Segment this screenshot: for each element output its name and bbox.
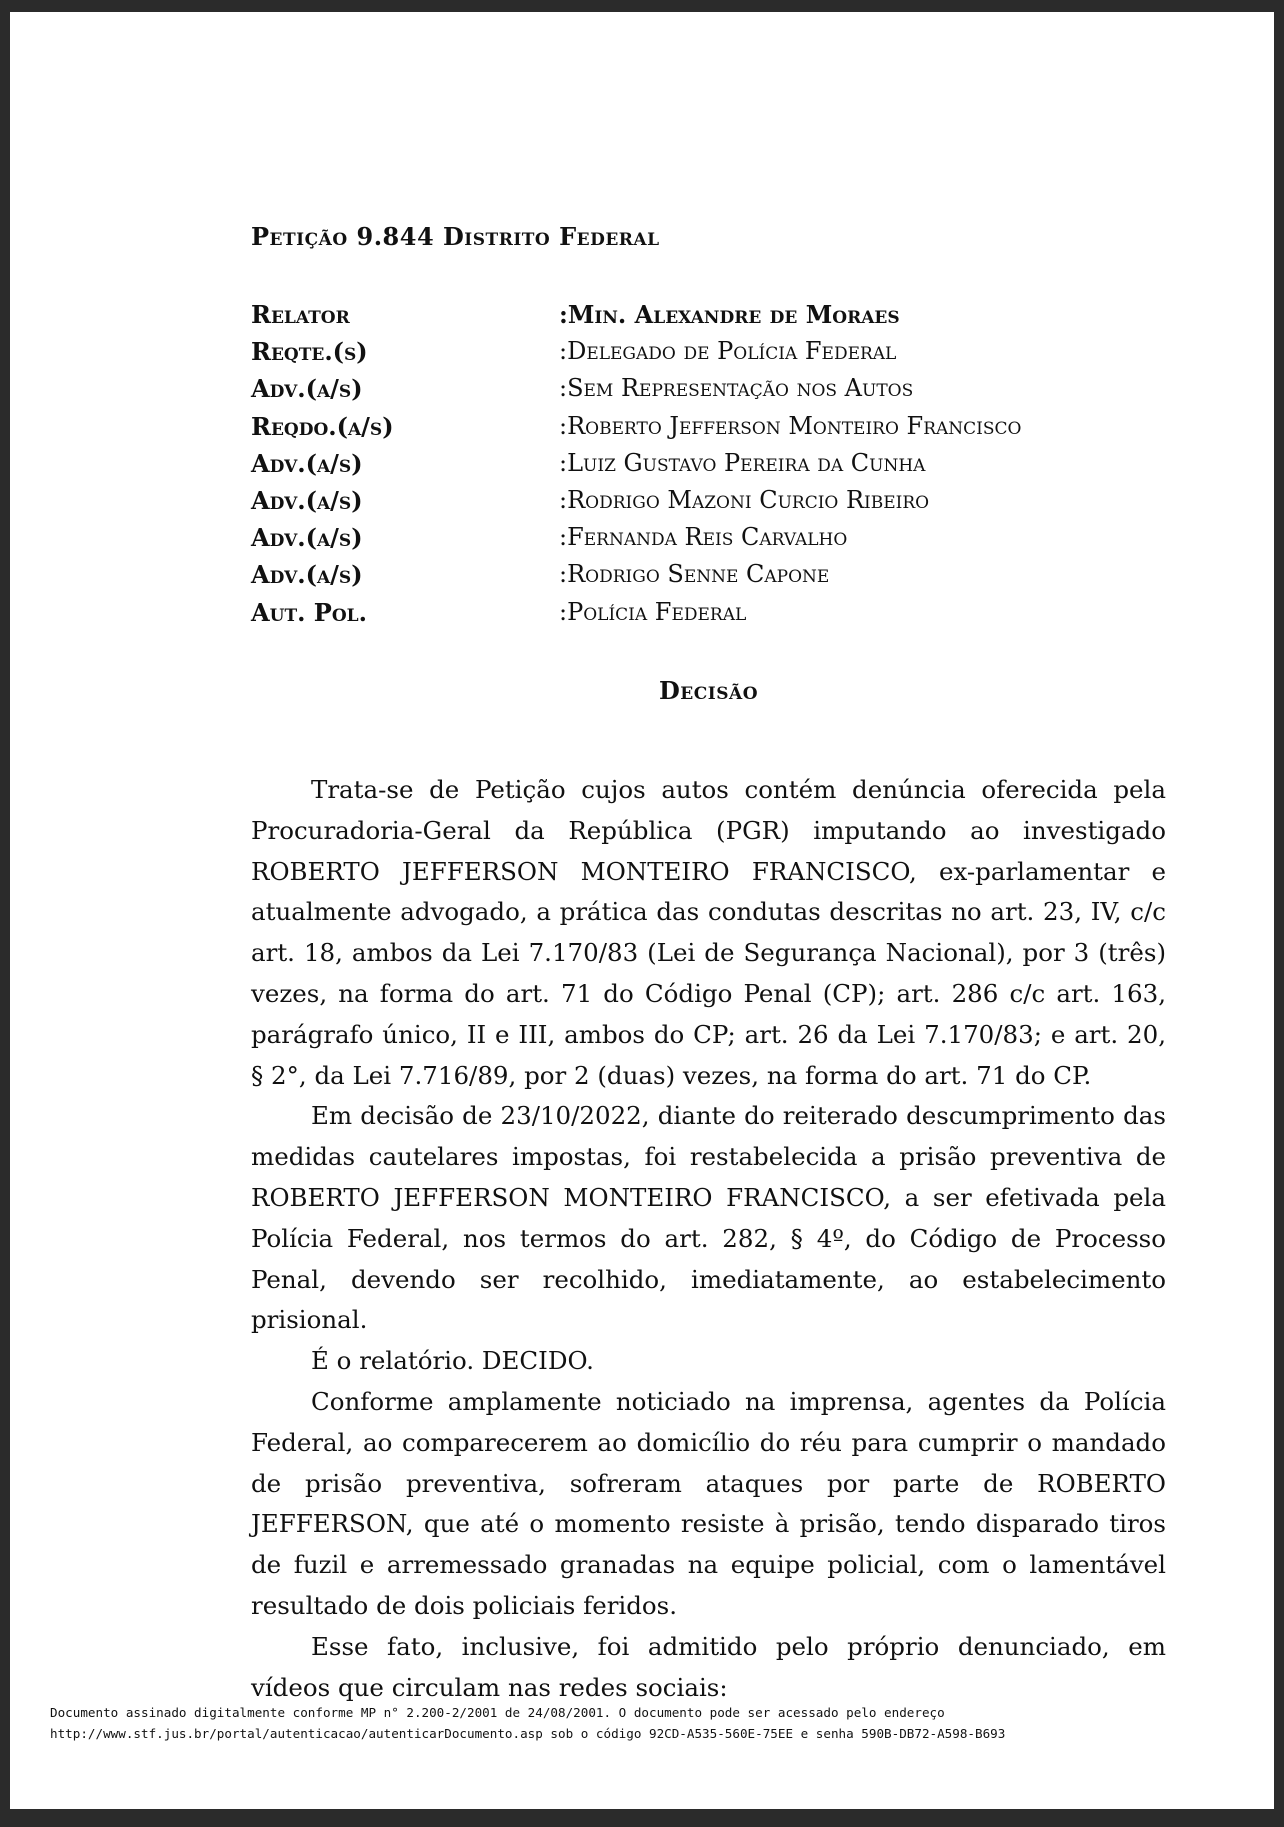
- party-role: Adv.(a/s): [251, 448, 363, 478]
- footer-line: Documento assinado digitalmente conforme MP n° 2.200-2/2001 de 24/08/2001. O documento pode ser acessado pelo endereço: [50, 1705, 945, 1720]
- party-row: [251, 482, 1166, 519]
- party-role: Aut. Pol.: [251, 597, 367, 627]
- document-title: Petição 9.844 Distrito Federal: [251, 222, 660, 251]
- decision-heading: Decisão: [658, 676, 759, 705]
- paragraph: Em decisão de 23/10/2022, diante do reiterado descumprimento das medidas cautelares impostas, foi restabelecida a prisão preventiva de ROBERTO JEFFERSON MONTEIRO FRANCISCO, a ser efetivada pela Polícia Federal, nos termos do art. 282, § 4º, do Código de Processo Penal, devendo ser recolhido, imediatamente, ao estabelecimento prisional.: [251, 1101, 1166, 1335]
- paragraph: Conforme amplamente noticiado na imprensa, agentes da Polícia Federal, ao comparecerem ao domicílio do réu para cumprir o mandado de prisão preventiva, sofreram ataques por parte de ROBERTO JEFFERSON, que até o momento resiste à prisão, tendo disparado tiros de fuzil e arremessado granadas na equipe policial, com o lamentável resultado de dois policiais feridos.: [251, 1386, 1166, 1620]
- party-row: [251, 370, 1166, 407]
- parties-list: [251, 296, 1166, 631]
- party-name: :Rodrigo Senne Capone: [559, 560, 830, 589]
- party-name: :Sem Representação nos Autos: [559, 374, 914, 403]
- party-name: :Luiz Gustavo Pereira da Cunha: [559, 448, 926, 477]
- party-role: Reqdo.(a/s): [251, 411, 394, 441]
- party-name: :Fernanda Reis Carvalho: [559, 523, 848, 552]
- party-row: [251, 333, 1166, 370]
- paragraph: Esse fato, inclusive, foi admitido pelo próprio denunciado, em vídeos que circulam nas redes sociais:: [251, 1631, 1166, 1702]
- party-row: [251, 296, 1166, 333]
- signature-footer: [50, 1702, 1250, 1744]
- decision-body: [251, 770, 1166, 1708]
- party-role: Relator: [251, 300, 350, 329]
- party-role: Adv.(a/s): [251, 485, 363, 515]
- party-name: :Min. Alexandre de Moraes: [559, 300, 900, 329]
- party-name: :Roberto Jefferson Monteiro Francisco: [559, 411, 1022, 440]
- party-row: [251, 408, 1166, 445]
- party-role: Adv.(a/s): [251, 523, 363, 553]
- party-row: [251, 556, 1166, 593]
- party-role: Adv.(a/s): [251, 560, 363, 590]
- paragraph: É o relatório. DECIDO.: [311, 1346, 594, 1376]
- footer-line: http://www.stf.jus.br/portal/autenticacao/autenticarDocumento.asp sob o código 92CD-A535-560E-75EE e senha 590B-DB72-A598-B693: [50, 1726, 1006, 1741]
- party-row: [251, 445, 1166, 482]
- party-name: :Polícia Federal: [559, 597, 747, 626]
- party-name: :Rodrigo Mazoni Curcio Ribeiro: [559, 485, 930, 514]
- party-row: [251, 594, 1166, 631]
- document-page: [10, 12, 1274, 1809]
- party-name: :Delegado de Polícia Federal: [559, 337, 897, 366]
- party-role: Reqte.(s): [251, 337, 368, 367]
- party-row: [251, 519, 1166, 556]
- party-role: Adv.(a/s): [251, 374, 363, 404]
- paragraph: Trata-se de Petição cujos autos contém denúncia oferecida pela Procuradoria-Geral da República (PGR) imputando ao investigado ROBERTO JEFFERSON MONTEIRO FRANCISCO, ex-parlamentar e atualmente advogado, a prática das condutas descritas no art. 23, IV, c/c art. 18, ambos da Lei 7.170/83 (Lei de Segurança Nacional), por 3 (três) vezes, na forma do art. 71 do Código Penal (CP); art. 286 c/c art. 163, parágrafo único, II e III, ambos do CP; art. 26 da Lei 7.170/83; e art. 20, § 2°, da Lei 7.716/89, por 2 (duas) vezes, na forma do art. 71 do CP.: [251, 775, 1166, 1090]
